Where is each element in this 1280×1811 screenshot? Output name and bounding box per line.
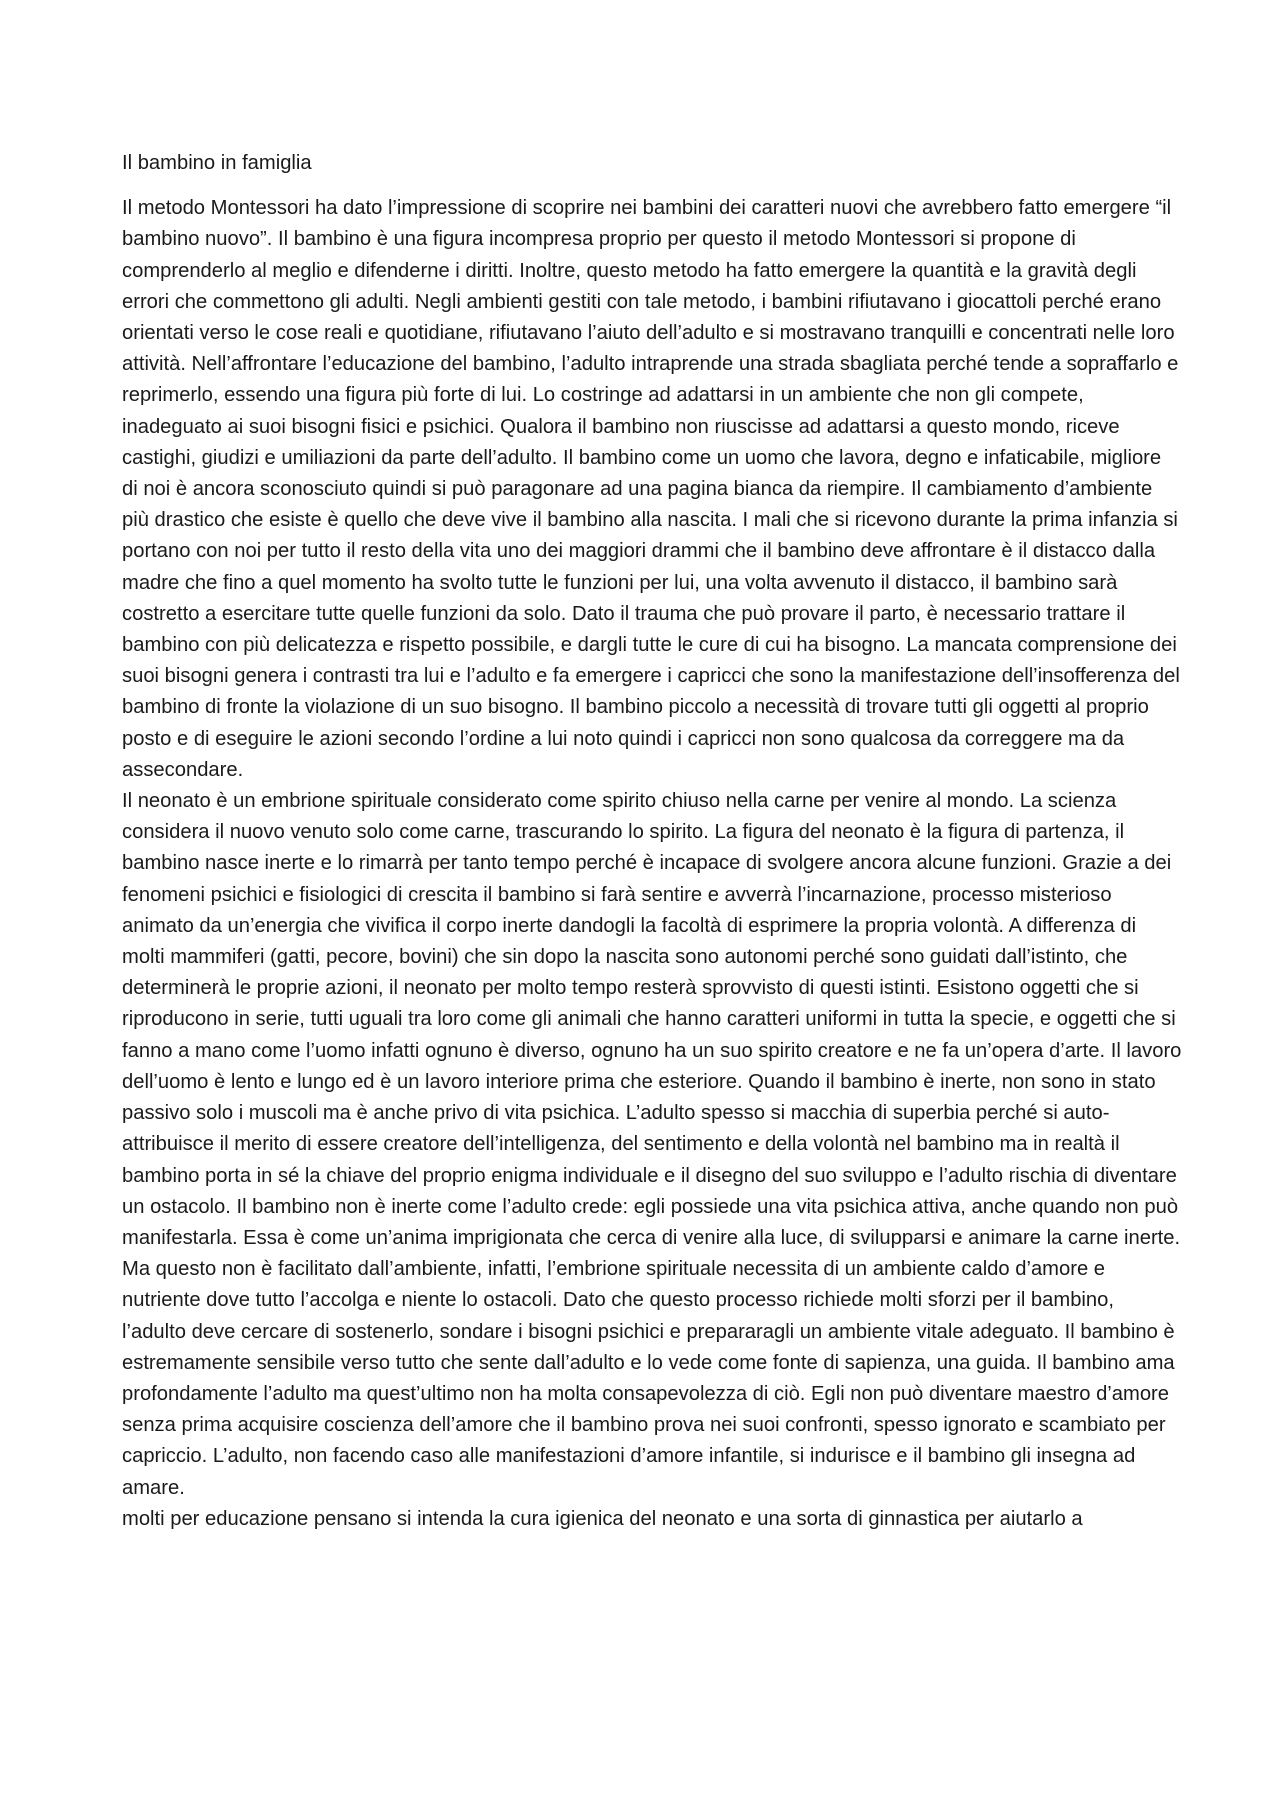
document-page (122, 148, 1182, 1535)
paragraph-2: Il neonato è un embrione spirituale considerato come spirito chiuso nella carne per venire al mondo. La scienza considera il nuovo venuto solo come carne, trascurando lo spirito. La figura del neonato è la figura di partenza, il bambino nasce inerte e lo rimarrà per tanto tempo perché è incapace di svolgere ancora alcune funzioni. Grazie a dei fenomeni psichici e fisiologici di crescita il bambino si farà sentire e avverrà l’incarnazione, processo misterioso animato da un’energia che vivifica il corpo inerte dandogli la facoltà di esprimere la propria volontà. A differenza di molti mammiferi (gatti, pecore, bovini) che sin dopo la nascita sono autonomi perché sono guidati dall’istinto, che determinerà le proprie azioni, il neonato per molto tempo resterà sprovvisto di questi istinti. Esistono oggetti che si riproducono in serie, tutti uguali tra loro come gli animali che hanno caratteri uniformi in tutta la specie, e oggetti che si fanno a mano come l’uomo infatti ognuno è diverso, ognuno ha un suo spirito creatore e ne fa un’opera d’arte. Il lavoro dell’uomo è lento e lungo ed è un lavoro interiore prima che esteriore. Quando il bambino è inerte, non sono in stato passivo solo i muscoli ma è anche privo di vita psichica. L’adulto spesso si macchia di superbia perché si auto-attribuisce il merito di essere creatore dell’intelligenza, del sentimento e della volontà nel bambino ma in realtà il bambino porta in sé la chiave del proprio enigma individuale e il disegno del suo sviluppo e l’adulto rischia di diventare un ostacolo. Il bambino non è inerte come l’adulto crede: egli possiede una vita psichica attiva, anche quando non può manifestarla. Essa è come un’anima imprigionata che cerca di venire alla luce, di svilupparsi e animare la carne inerte. Ma questo non è facilitato dall’ambiente, infatti, l’embrione spirituale necessita di un ambiente caldo d’amore e nutriente dove tutto l’accolga e niente lo ostacoli. Dato che questo processo richiede molti sforzi per il bambino, l’adulto deve cercare di sostenerlo, sondare i bisogni psichici e prepararagli un ambiente vitale adeguato. Il bambino è estremamente sensibile verso tutto che sente dall’adulto e lo vede come fonte di sapienza, una guida. Il bambino ama profondamente l’adulto ma quest’ultimo non ha molta consapevolezza di ciò. Egli non può diventare maestro d’amore senza prima acquisire coscienza dell’amore che il bambino prova nei suoi confronti, spesso ignorato e scambiato per capriccio. L’adulto, non facendo caso alle manifestazioni d’amore infantile, si indurisce e il bambino gli insegna ad amare. (122, 790, 1182, 1499)
document-title: Il bambino in famiglia (122, 152, 312, 174)
paragraph-3: molti per educazione pensano si intenda la cura igienica del neonato e una sorta di ginnastica per aiutarlo a (122, 1507, 1083, 1530)
paragraph-1: Il metodo Montessori ha dato l’impressione di scoprire nei bambini dei caratteri nuovi che avrebbero fatto emergere “il bambino nuovo”. Il bambino è una figura incompresa proprio per questo il metodo Montessori si propone di comprenderlo al meglio e difenderne i diritti. Inoltre, questo metodo ha fatto emergere la quantità e la gravità degli errori che commettono gli adulti. Negli ambienti gestiti con tale metodo, i bambini rifiutavano i giocattoli perché erano orientati verso le cose reali e quotidiane, rifiutavano l’aiuto dell’adulto e si mostravano tranquilli e concentrati nelle loro attività. Nell’affrontare l’educazione del bambino, l’adulto intraprende una strada sbagliata perché tende a sopraffarlo e reprimerlo, essendo una figura più forte di lui. Lo costringe ad adattarsi in un ambiente che non gli compete, inadeguato ai suoi bisogni fisici e psichici. Qualora il bambino non riuscisse ad adattarsi a questo mondo, riceve castighi, giudizi e umiliazioni da parte dell’adulto. Il bambino come un uomo che lavora, degno e infaticabile, migliore di noi è ancora sconosciuto quindi si può paragonare ad una pagina bianca da riempire. Il cambiamento d’ambiente più drastico che esiste è quello che deve vive il bambino alla nascita. I mali che si ricevono durante la prima infanzia si portano con noi per tutto il resto della vita uno dei maggiori drammi che il bambino deve affrontare è il distacco dalla madre che fino a quel momento ha svolto tutte le funzioni per lui, una volta avvenuto il distacco, il bambino sarà costretto a esercitare tutte quelle funzioni da solo. Dato il trauma che può provare il parto, è necessario trattare il bambino con più delicatezza e rispetto possibile, e dargli tutte le cure di cui ha bisogno. La mancata comprensione dei suoi bisogni genera i contrasti tra lui e l’adulto e fa emergere i capricci che sono la manifestazione dell’insofferenza del bambino di fronte la violazione di un suo bisogno. Il bambino piccolo a necessità di trovare tutti gli oggetti al proprio posto e di eseguire le azioni secondo l’ordine a lui noto quindi i capricci non sono qualcosa da correggere ma da assecondare. (122, 197, 1180, 781)
